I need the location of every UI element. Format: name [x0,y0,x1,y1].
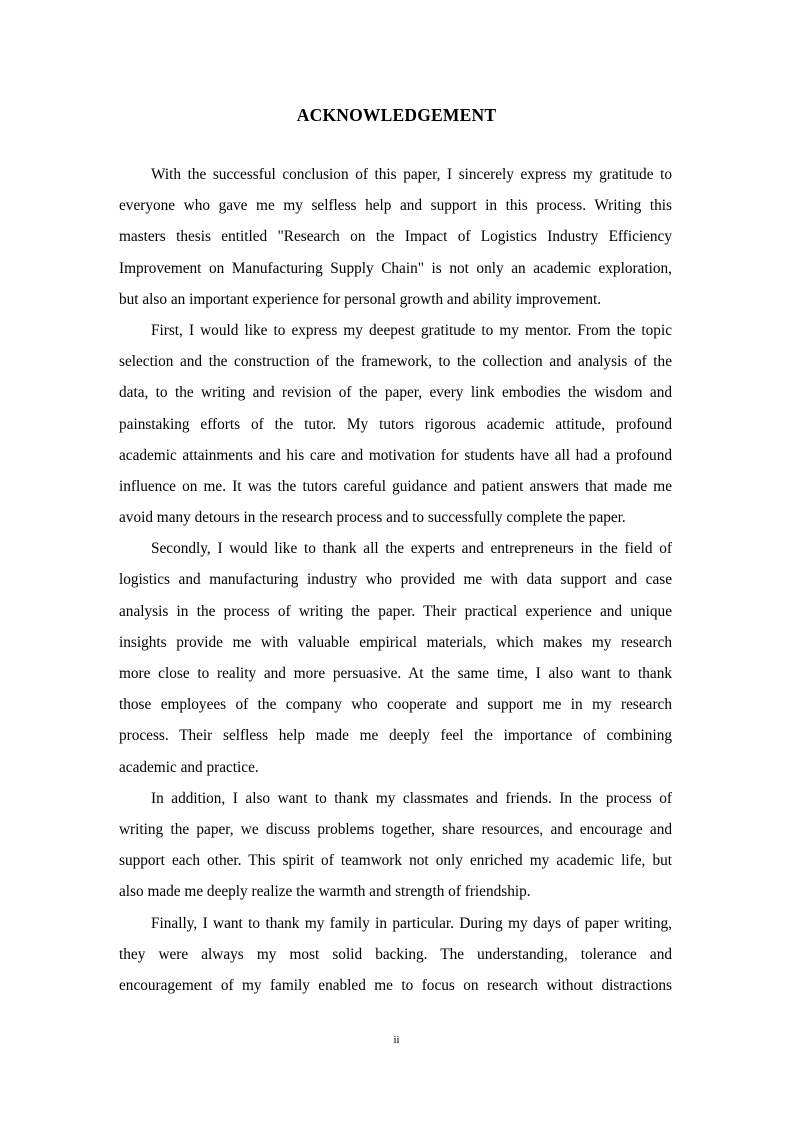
text-line: insights provide me with valuable empirical materials, which makes my research [119,633,672,651]
acknowledgement-body [119,163,672,1005]
text-line: Improvement on Manufacturing Supply Chain" is not only an academic exploration, [119,259,672,277]
page-number: ii [393,1034,400,1046]
text-line: influence on me. It was the tutors careful guidance and patient answers that made me [119,477,672,495]
text-line: process. Their selfless help made me deeply feel the importance of combining [119,727,672,745]
text-line: academic and practice. [119,758,259,776]
text-line: analysis in the process of writing the paper. Their practical experience and unique [119,602,672,620]
paragraph-1 [119,163,672,319]
page-title: ACKNOWLEDGEMENT [296,105,497,125]
text-line: First, I would like to express my deepest gratitude to my mentor. From the topic [151,321,672,339]
text-line: those employees of the company who cooperate and support me in my research [119,696,672,714]
text-line: data, to the writing and revision of the paper, every link embodies the wisdom and [119,384,672,402]
paragraph-2 [119,319,672,537]
text-line: In addition, I also want to thank my classmates and friends. In the process of [151,789,672,807]
text-line: selection and the construction of the framework, to the collection and analysis of the [119,353,672,371]
text-line: masters thesis entitled "Research on the Impact of Logistics Industry Efficiency [119,228,672,246]
text-line: encouragement of my family enabled me to focus on research without distractions [119,976,672,994]
text-line: Finally, I want to thank my family in particular. During my days of paper writing, [151,914,672,932]
text-line: Secondly, I would like to thank all the experts and entrepreneurs in the field of [151,540,672,558]
text-line: academic attainments and his care and motivation for students have all had a profound [119,446,672,464]
paragraph-5 [119,912,672,1006]
text-line: everyone who gave me my selfless help and support in this process. Writing this [119,197,672,215]
text-line: but also an important experience for personal growth and ability improvement. [119,290,602,308]
text-line: support each other. This spirit of teamwork not only enriched my academic life, but [119,852,672,870]
text-line: also made me deeply realize the warmth and strength of friendship. [119,883,531,901]
paragraph-3 [119,537,672,787]
text-line: more close to reality and more persuasive. At the same time, I also want to thank [119,665,672,682]
text-line: writing the paper, we discuss problems together, share resources, and encourage and [119,820,672,838]
text-line: With the successful conclusion of this paper, I sincerely express my gratitude to [151,166,672,183]
text-line: painstaking efforts of the tutor. My tutors rigorous academic attitude, profound [119,415,672,433]
text-line: avoid many detours in the research process and to successfully complete the paper. [119,509,626,527]
text-line: logistics and manufacturing industry who provided me with data support and case [119,571,672,589]
text-line: they were always my most solid backing. The understanding, tolerance and [119,945,672,963]
paragraph-4 [119,787,672,912]
